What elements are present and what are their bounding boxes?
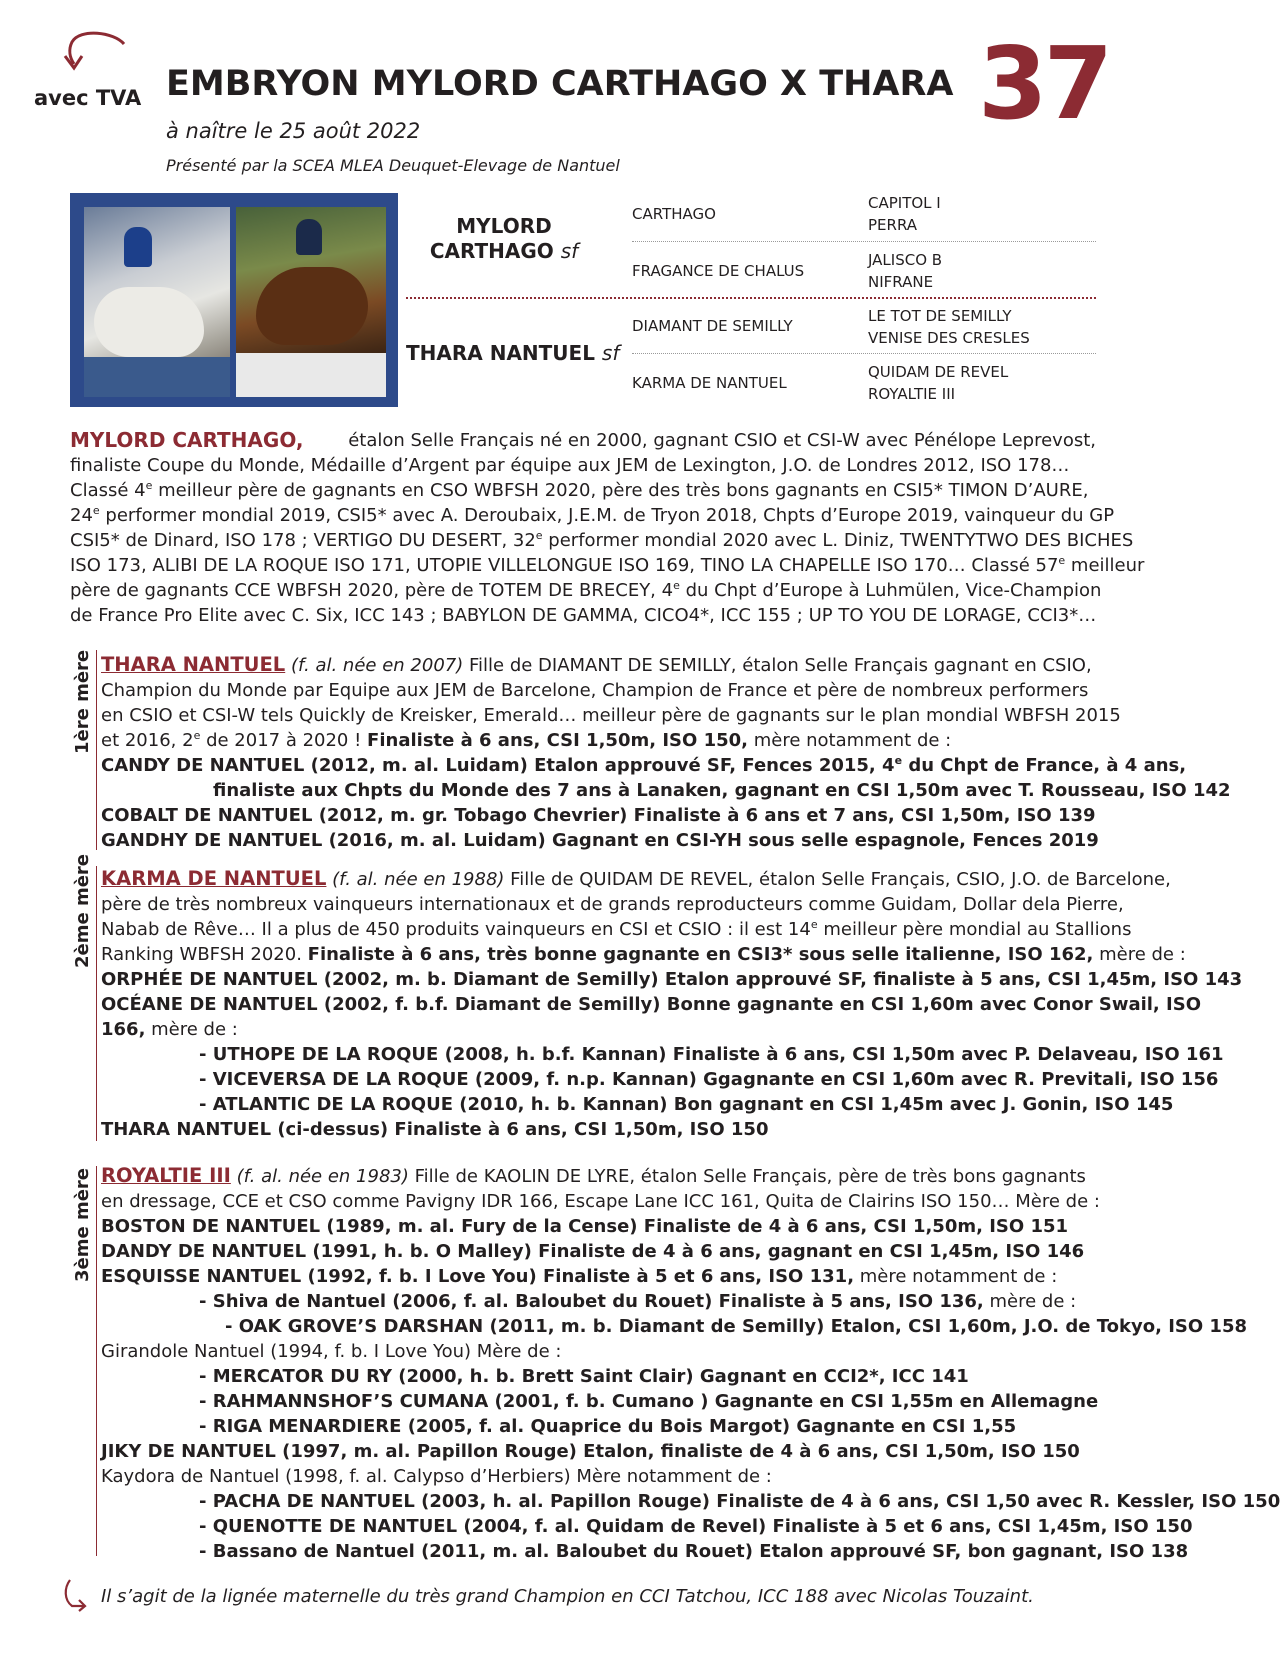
text-part: 24 (70, 505, 93, 526)
text-part: Fille de DIAMANT DE SEMILLY, étalon Selle Français gagnant en CSIO, (468, 655, 1092, 676)
section-bar (96, 650, 97, 850)
text-line (101, 728, 1096, 753)
text-line: THARA NANTUEL (ci-dessus) Finaliste à 6 ans, CSI 1,50m, ISO 150 (101, 1119, 769, 1140)
sire-breed: sf (560, 239, 579, 263)
third-dam-label: 3ème mère (72, 1167, 93, 1282)
pedigree-ggp-7: QUIDAM DE REVEL (868, 363, 1009, 381)
text-part: mère de : (145, 1019, 238, 1040)
horse-photos (70, 193, 398, 407)
third-dam-name: ROYALTIE III (101, 1164, 231, 1187)
text-part: 166, (101, 1019, 146, 1040)
pedigree-sire-dam: FRAGANCE DE CHALUS (632, 262, 805, 280)
text-part: ISO 173, ALIBI DE LA ROQUE ISO 171, UTOPIE VILLELONGUE ISO 169, TINO LA CHAPELLE ISO 170… Classé 57 (70, 555, 1059, 576)
lot-number: 37 (978, 25, 1110, 142)
text-line: - UTHOPE DE LA ROQUE (2008, h. b.f. Kannan) Finaliste à 6 ans, CSI 1,50m avec P. Delaveau, ISO 161 (199, 1044, 1224, 1065)
curved-arrow-icon (58, 28, 138, 80)
text-line (70, 553, 1145, 578)
text-line: JIKY DE NANTUEL (1997, m. al. Papillon Rouge) Etalon, finaliste de 4 à 6 ans, CSI 1,50m, ISO 150 (101, 1441, 1080, 1462)
pedigree-ggp-5: LE TOT DE SEMILLY (868, 307, 1012, 325)
superscript: e (535, 529, 543, 542)
second-dam-info: (f. al. née en 1988) (332, 869, 505, 890)
sire-name-highlight: MYLORD CARTHAGO, (70, 428, 304, 452)
pedigree-ggp-1: CAPITOL I (868, 194, 941, 212)
text-line: ORPHÉE DE NANTUEL (2002, m. b. Diamant de Semilly) Etalon approuvé SF, finaliste à 5 ans, CSI 1,45m, ISO 143 (101, 969, 1243, 990)
text-line (101, 1163, 1096, 1189)
superscript: e (894, 754, 903, 767)
text-part: meilleur (1065, 555, 1145, 576)
first-dam-label: 1ère mère (72, 649, 93, 754)
text-part: performer mondial 2020 avec L. Diniz, TWENTYTWO DES BICHES (542, 530, 1134, 551)
text-line (101, 1264, 1096, 1289)
pedigree-ggp-2: PERRA (868, 216, 918, 234)
text-line: - Bassano de Nantuel (2011, m. al. Baloubet du Rouet) Etalon approuvé SF, bon gagnant, ISO 138 (199, 1541, 1189, 1562)
text-line: - RIGA MENARDIERE (2005, f. al. Quaprice du Bois Margot) Gagnante en CSI 1,55 (199, 1416, 1017, 1437)
text-line: - VICEVERSA DE LA ROQUE (2009, f. n.p. Kannan) Ggagnante en CSI 1,60m avec R. Previtali, ISO 156 (199, 1069, 1219, 1090)
third-dam-info: (f. al. née en 1983) (236, 1166, 409, 1187)
section-bar (96, 1166, 97, 1556)
text-line (101, 1017, 1096, 1042)
photo-grey-horse (84, 207, 230, 397)
footer-note: Il s’agit de la lignée maternelle du très grand Champion en CCI Tatchou, ICC 188 avec Nicolas Touzaint. (101, 1586, 1034, 1607)
text-part: Finaliste à 6 ans, CSI 1,50m, ISO 150, (367, 730, 748, 751)
text-line: - QUENOTTE DE NANTUEL (2004, f. al. Quidam de Revel) Finaliste à 5 et 6 ans, CSI 1,45m, ISO 150 (199, 1516, 1193, 1537)
text-line (101, 1289, 1096, 1314)
text-part: ESQUISSE NANTUEL (1992, f. b. I Love You) Finaliste à 5 et 6 ans, ISO 131, (101, 1266, 855, 1287)
pedigree-divider (632, 241, 1096, 242)
text-line: GANDHY DE NANTUEL (2016, m. al. Luidam) Gagnant en CSI-YH sous selle espagnole, Fences 2019 (101, 830, 1099, 851)
superscript: e (1058, 554, 1066, 567)
text-line (70, 478, 1096, 503)
text-part: mère notamment de : (854, 1266, 1058, 1287)
pedigree-dam-sire: DIAMANT DE SEMILLY (632, 317, 793, 335)
text-line: en CSIO et CSI-W tels Quickly de Kreisker, Emerald… meilleur père de gagnants sur le plan mondial WBFSH 2015 (101, 705, 1121, 726)
presenter: Présenté par la SCEA MLEA Deuquet-Elevage de Nantuel (166, 156, 620, 175)
first-dam-info: (f. al. née en 2007) (290, 655, 464, 676)
text-line: - MERCATOR DU RY (2000, h. b. Brett Saint Clair) Gagnant en CCI2*, ICC 141 (199, 1366, 969, 1387)
text-line: de France Pro Elite avec C. Six, ICC 143 ; BABYLON DE GAMMA, CICO4*, ICC 155 ; UP TO YOU DE LORAGE, CCI3*… (70, 605, 1097, 626)
text-part: Nabab de Rêve… Il a plus de 450 produits vainqueurs en CSI et CSIO : il est 14 (101, 919, 811, 940)
text-line (70, 528, 1134, 553)
text-line: - PACHA DE NANTUEL (2003, h. al. Papillon Rouge) Finaliste de 4 à 6 ans, CSI 1,50 avec R. Kessler, ISO 150 (199, 1491, 1280, 1512)
text-line: DANDY DE NANTUEL (1991, h. b. O Malley) Finaliste de 4 à 6 ans, gagnant en CSI 1,45m, ISO 146 (101, 1241, 1085, 1262)
superscript: e (145, 479, 153, 492)
dam-name: THARA NANTUEL (406, 341, 595, 365)
text-line: Girandole Nantuel (1994, f. b. I Love You) Mère de : (101, 1341, 562, 1362)
pedigree-dam (406, 341, 620, 366)
text-part: de 2017 à 2020 ! (200, 730, 368, 751)
second-dam-name: KARMA DE NANTUEL (101, 867, 327, 890)
text-part: CSI5* de Dinard, ISO 178 ; VERTIGO DU DESERT, 32 (70, 530, 536, 551)
first-dam-section (101, 652, 1231, 853)
text-line: père de très nombreux vainqueurs internationaux et de grands reproducteurs comme Guidam, Dollar dela Pierre, (101, 894, 1124, 915)
text-line: - OAK GROVE’S DARSHAN (2011, m. b. Diamant de Semilly) Etalon, CSI 1,60m, J.O. de Tokyo, ISO 158 (225, 1316, 1248, 1337)
superscript: e (92, 504, 100, 517)
text-part: du Chpt d’Europe à Luhmülen, Vice-Champion (679, 580, 1102, 601)
text-line: Kaydora de Nantuel (1998, f. al. Calypso d’Herbiers) Mère notamment de : (101, 1466, 772, 1487)
first-dam-name: THARA NANTUEL (101, 653, 286, 676)
third-dam-section (101, 1163, 1280, 1564)
text-line: OCÉANE DE NANTUEL (2002, f. b.f. Diamant de Semilly) Bonne gagnante en CSI 1,60m avec Conor Swail, ISO (101, 994, 1202, 1015)
birth-date: à naître le 25 août 2022 (166, 119, 421, 143)
photo-bay-horse (236, 207, 386, 397)
pedigree-sire-sire: CARTHAGO (632, 205, 716, 223)
text-line-part: étalon Selle Français né en 2000, gagnant CSIO et CSI-W avec Pénélope Leprevost, (348, 430, 1096, 451)
text-line: - ATLANTIC DE LA ROQUE (2010, h. b. Kannan) Bon gagnant en CSI 1,45m avec J. Gonin, ISO 145 (199, 1094, 1174, 1115)
text-part: père de gagnants CCE WBFSH 2020, père de TOTEM DE BRECEY, 4 (70, 580, 674, 601)
text-part: Classé 4 (70, 480, 146, 501)
sire-name: MYLORD CARTHAGO (429, 214, 554, 263)
text-part: du Chpt de France, à 4 ans, (902, 755, 1187, 776)
text-part: meilleur père de gagnants en CSO WBFSH 2020, père des très bons gagnants en CSI5* TIMON D’AURE, (152, 480, 1089, 501)
text-line (101, 652, 1096, 678)
text-line (70, 503, 1115, 528)
text-line: en dressage, CCE et CSO comme Pavigny IDR 166, Escape Lane ICC 161, Quita de Clairins ISO 150… Mère de : (101, 1191, 1100, 1212)
text-part: Fille de QUIDAM DE REVEL, étalon Selle Français, CSIO, J.O. de Barcelone, (510, 869, 1171, 890)
text-line: COBALT DE NANTUEL (2012, m. gr. Tobago Chevrier) Finaliste à 6 ans et 7 ans, CSI 1,50m, ISO 139 (101, 805, 1096, 826)
second-dam-label: 2ème mère (72, 853, 93, 968)
pedigree-sire (420, 214, 588, 264)
text-part: mère de : (983, 1291, 1077, 1312)
sire-description (70, 428, 1145, 628)
second-dam-section (101, 866, 1243, 1142)
text-part: mère notamment de : (747, 730, 952, 751)
text-line: - RAHMANNSHOF’S CUMANA (2001, f. b. Cumano ) Gagnante en CSI 1,55m en Allemagne (199, 1391, 1099, 1412)
pedigree-dam-dam: KARMA DE NANTUEL (632, 374, 787, 392)
text-line (101, 942, 1186, 967)
dam-breed: sf (601, 341, 620, 365)
text-line: finaliste aux Chpts du Monde des 7 ans à Lanaken, gagnant en CSI 1,50m avec T. Rousseau, ISO 142 (213, 780, 1231, 801)
text-part: performer mondial 2019, CSI5* avec A. Deroubaix, J.E.M. de Tryon 2018, Chpts d’Europe 2019, vainqueur du GP (99, 505, 1115, 526)
text-part: CANDY DE NANTUEL (2012, m. al. Luidam) Etalon approuvé SF, Fences 2015, 4 (101, 755, 895, 776)
text-part: meilleur père mondial au Stallions (817, 919, 1132, 940)
pedigree-ggp-3: JALISCO B (868, 251, 943, 269)
text-part: - Shiva de Nantuel (2006, f. al. Baloubet du Rouet) Finaliste à 5 ans, ISO 136, (199, 1291, 984, 1312)
superscript: e (673, 579, 680, 592)
text-part: et 2016, 2 (101, 730, 194, 751)
superscript: e (193, 729, 201, 742)
text-line (101, 917, 1132, 942)
page-title: EMBRYON MYLORD CARTHAGO X THARA (166, 64, 954, 104)
text-line (70, 578, 1102, 603)
section-bar (96, 866, 97, 1141)
text-part: Ranking WBFSH 2020. (101, 944, 308, 965)
text-part: mère de : (1093, 944, 1186, 965)
return-arrow-icon (62, 1578, 90, 1612)
text-line: BOSTON DE NANTUEL (1989, m. al. Fury de la Cense) Finaliste de 4 à 6 ans, CSI 1,50m, ISO 151 (101, 1216, 1069, 1237)
text-line (101, 866, 1171, 892)
pedigree-ggp-6: VENISE DES CRESLES (868, 329, 1030, 347)
text-line (70, 428, 1096, 453)
pedigree-divider (632, 353, 1096, 354)
text-part: Fille de KAOLIN DE LYRE, étalon Selle Français, père de très bons gagnants (414, 1166, 1086, 1187)
pedigree-divider (406, 297, 1096, 299)
text-line: finaliste Coupe du Monde, Médaille d’Argent par équipe aux JEM de Lexington, J.O. de Londres 2012, ISO 178… (70, 455, 1070, 476)
text-line: Champion du Monde par Equipe aux JEM de Barcelone, Champion de France et père de nombreux performers (101, 680, 1089, 701)
text-part: Finaliste à 6 ans, très bonne gagnante en CSI3* sous selle italienne, ISO 162, (307, 944, 1094, 965)
vat-label: avec TVA (34, 86, 142, 110)
text-line (101, 753, 1187, 778)
pedigree-ggp-4: NIFRANE (868, 273, 934, 291)
superscript: e (810, 918, 818, 931)
pedigree-ggp-8: ROYALTIE III (868, 385, 956, 403)
